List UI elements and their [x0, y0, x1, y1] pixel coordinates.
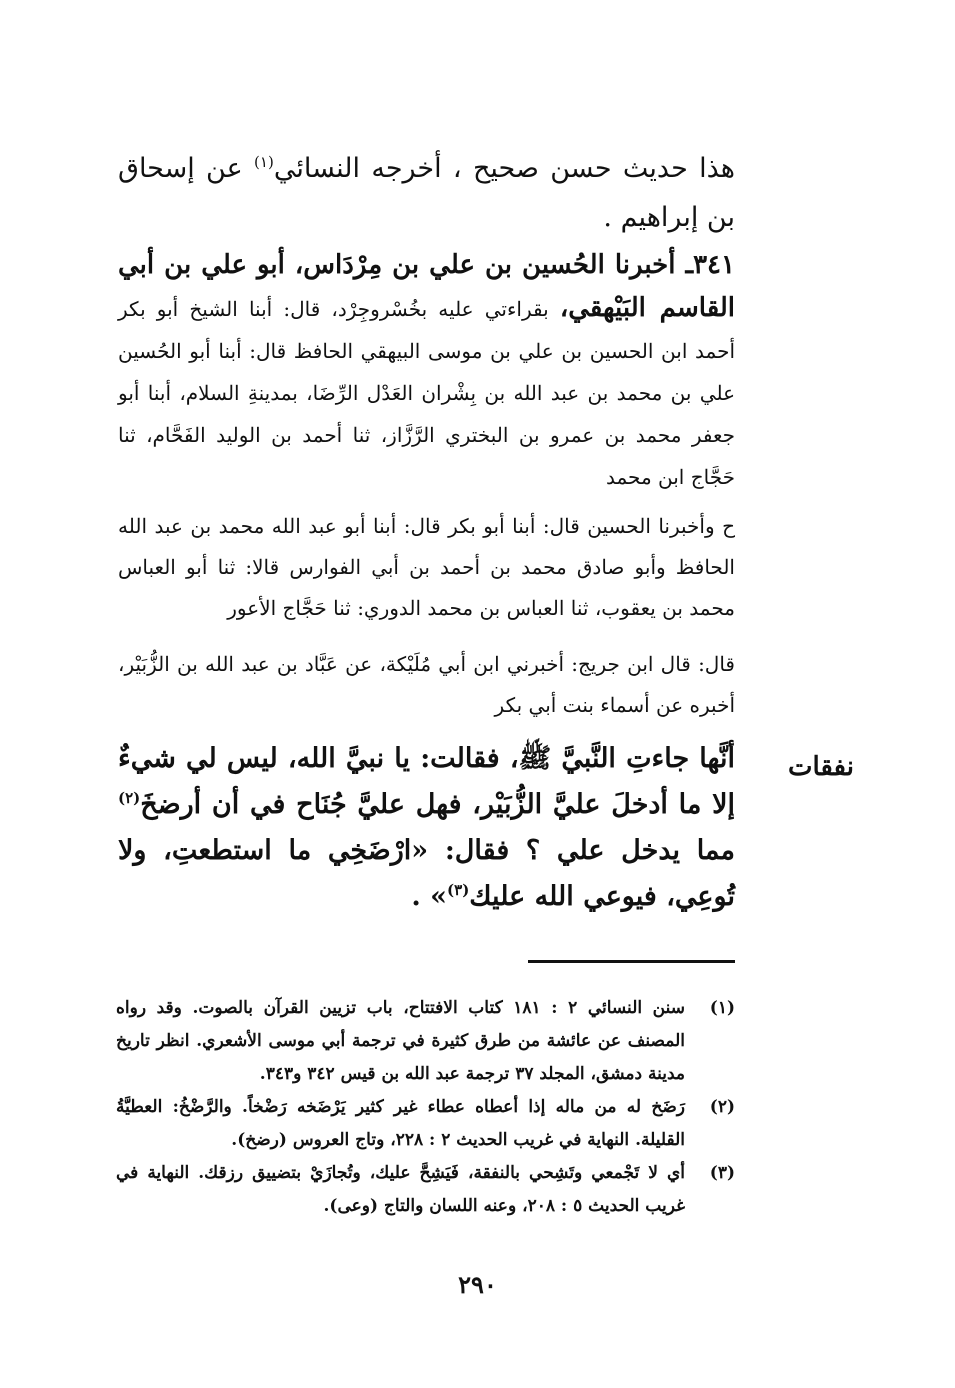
chain-paragraph-3 — [118, 644, 735, 726]
chain-paragraph-2 — [118, 506, 735, 629]
footnote-1 — [116, 992, 735, 1091]
matn-paragraph — [118, 736, 735, 920]
hadith-paragraph — [118, 244, 735, 498]
footnote-number: (١) — [709, 998, 735, 1018]
footnote-number: (٢) — [709, 1097, 735, 1117]
footnote-ref-1[interactable]: (١) — [254, 153, 274, 171]
matn-part1: أنَّها جاءتِ النَّبيَّ ﷺ، فقالت: يا نبيَّ الله، ليس لي شيءٌ إلا ما أدخلَ عليَّ الزُّبَيْر، فهل عليَّ جُنَاح في أن أرضخَ — [118, 743, 735, 820]
footnote-ref-2[interactable]: (٢) — [118, 789, 141, 807]
intro-text: هذا حديث حسن صحيح ، أخرجه النسائي — [273, 153, 735, 184]
margin-note: نفقات — [788, 752, 854, 782]
hadith-heading: ٣٤١ـ أخبرنا الحُسين بن علي بن مِرْدَاس، أبو علي بن أبي القاسم البَيْهقي، — [118, 250, 735, 323]
matn-part3: » . — [411, 881, 448, 912]
hadith-body: بقراءتي عليه بخُسْروجِرْد، قال: أبنا الشيخ أبو بكر أحمد ابن الحسين بن علي بن موسى البيهقي الحافظ قال: أبنا أبو الحُسين علي بن محمد بن عبد الله بن بِشْران العَدْل الرِّضَا، بمدينةِ السلام، أبنا أبو جعفر محمد بن عمرو بن البختري الرَّزَّاز، ثنا أحمد بن الوليد الفَحَّام، ثنا حَجَّاج ابن محمد — [118, 297, 735, 489]
intro-text-after: عن إسحاق بن إبراهيم . — [118, 153, 735, 233]
matn-part2: مما يدخل علي ؟ فقال: «ارْضَخِي ما استطعتِ، ولا تُوعِي، فيوعي الله عليك — [118, 835, 735, 912]
footnote-text: رَضَخ له من ماله إذا أعطاه عطاء غير كثير يَرْضَخه رَضْخاً. والرَّضْخُ: العطيَّةُ القليلة. النهاية في غريب الحديث ٢ : ٢٢٨، وتاج العروس (رضخ). — [116, 1097, 685, 1150]
footnote-number: (٣) — [709, 1163, 735, 1183]
intro-paragraph — [118, 144, 735, 242]
footnote-3 — [116, 1157, 735, 1223]
footnote-ref-3[interactable]: (٣) — [447, 881, 470, 899]
footnotes — [116, 992, 735, 1223]
chain-2-text: ح وأخبرنا الحسين قال: أبنا أبو بكر قال: أبنا أبو عبد الله محمد بن عبد الله الحافظ وأبو صادق محمد بن أحمد بن أبي الفوارس قالا: ثنا أبو العباس محمد بن يعقوب، ثنا العباس بن محمد الدوري: ثنا حَجَّاج الأعور — [118, 514, 735, 620]
footnote-text: سنن النسائي ٢ : ١٨١ كتاب الافتتاح، باب تزيين القرآن بالصوت. وقد رواه المصنف عن عائشة من طرق كثيرة في ترجمة أبي موسى الأشعري. انظر تاريخ مدينة دمشق، المجلد ٣٧ ترجمة عبد الله بن قيس ٣٤٢ و٣٤٣. — [116, 998, 685, 1084]
footnote-separator — [528, 960, 735, 963]
footnote-text: أي لا تَجْمعي وتَشِحي بالنفقة، فَيَشِحَّ عليك، وتُجازَيْ بتضييق رزقك. النهاية في غريب الحديث ٥ : ٢٠٨، وعنه اللسان والتاج (وعى). — [116, 1163, 685, 1216]
footnote-2 — [116, 1091, 735, 1157]
chain-3-text: قال: قال ابن جريج: أخبرني ابن أبي مُلَيْكة، عن عَبَّاد بن عبد الله بن الزُّبَيْر، أخبره عن أسماء بنت أبي بكر — [118, 652, 735, 717]
page-number: ٢٩٠ — [458, 1270, 497, 1299]
